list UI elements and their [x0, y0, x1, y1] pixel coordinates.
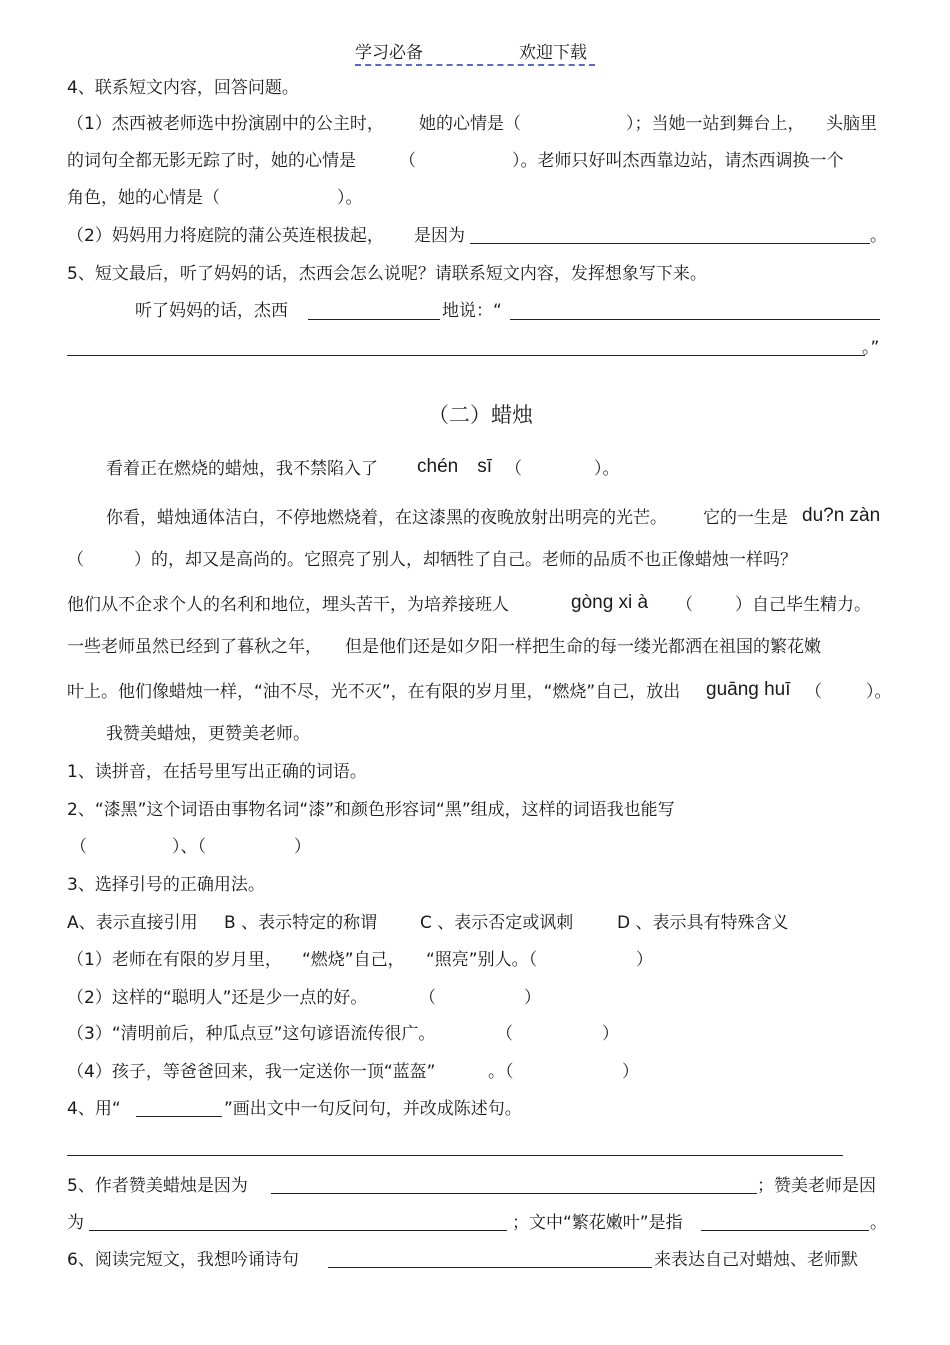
p1-pinyin: chén sī: [417, 456, 492, 477]
q3-1-text-d: ）: [636, 950, 653, 970]
s2-q5-blank-3[interactable]: [701, 1230, 869, 1231]
s2-question-3: 3、选择引号的正确用法。: [67, 875, 265, 895]
q3-1-text-c: “照亮”别人。（: [426, 950, 538, 970]
s2-question-2: 2、“漆黑”这个词语由事物名词“漆”和颜色形容词“黑”组成，这样的词语我也能写: [67, 800, 675, 820]
question-4: 4、联系短文内容，回答问题。: [67, 78, 299, 98]
s2-q5-blank-1[interactable]: [271, 1193, 757, 1194]
q5-text-a: 听了妈妈的话，杰西: [135, 301, 288, 321]
p1-text-c: ）。: [594, 459, 620, 479]
p5-text-b: （: [805, 682, 822, 702]
q3-3-text-c: ）: [602, 1024, 619, 1044]
s2-q4-underline-sample: [136, 1116, 222, 1117]
p2-text-b: 它的一生是: [703, 508, 788, 528]
q4-1-text-d: 头脑里: [826, 114, 877, 134]
p3-text-a: 他们从不企求个人的名利和地位，埋头苦干，为培养接班人: [67, 595, 509, 615]
q3-4-text-b: 。（: [488, 1062, 514, 1082]
header-dashed-rule: [355, 64, 595, 66]
q3-3-text-a: （3）“清明前后，种瓜点豆”这句谚语流传很广。: [67, 1024, 436, 1044]
p6-text: 我赞美蜡烛，更赞美老师。: [106, 724, 310, 744]
q4-1-text-g: ）。老师只好叫杰西靠边站，请杰西调换一个: [512, 151, 844, 171]
q4-2-text-a: （2）妈妈用力将庭院的蒲公英连根拔起，: [67, 226, 384, 246]
q5-text-b: 地说：“: [442, 301, 502, 321]
p5-text-a: 叶上。他们像蜡烛一样，“油不尽，光不灭”，在有限的岁月里，“燃烧”自己，放出: [67, 682, 681, 702]
p4-text-a: 一些老师虽然已经到了暮秋之年，: [67, 637, 322, 657]
p2-text-c: （: [67, 550, 84, 570]
s2-q6-blank[interactable]: [328, 1267, 652, 1268]
s2-q5-text-b: ；赞美老师是因: [757, 1176, 876, 1196]
q3-option-a: A、表示直接引用: [67, 913, 198, 933]
q4-1-text-c: ）；当她一站到舞台上，: [626, 114, 805, 134]
q3-1-text-b: “燃烧”自己，: [302, 950, 405, 970]
q4-2-text-b: 是因为: [414, 226, 465, 246]
s2-q4-text-a: 4、用“: [67, 1099, 121, 1119]
q4-1-text-e: 的词句全都无影无踪了时，她的心情是: [67, 151, 356, 171]
q5-end: 。”: [862, 338, 880, 358]
p2-text-a: 你看，蜡烛通体洁白，不停地燃烧着，在这漆黑的夜晚放射出明亮的光芒。: [106, 508, 667, 528]
p2-text-d: ）的，却又是高尚的。它照亮了别人，却牺牲了自己。老师的品质不也正像蜡烛一样吗？: [134, 550, 797, 570]
section-title: （二）蜡烛: [428, 403, 533, 427]
s2-q2-blank-a: （: [70, 837, 87, 857]
q4-1-text-i: ）。: [337, 188, 363, 208]
q3-option-c: C 、表示否定或讽刺: [420, 913, 574, 933]
q3-option-d: D 、表示具有特殊含义: [617, 913, 789, 933]
q4-2-end: 。: [870, 226, 887, 246]
q3-4-text-a: （4）孩子，等爸爸回来，我一定送你一顶“蓝盔”: [67, 1062, 436, 1082]
p3-pinyin: gòng xi à: [571, 592, 649, 613]
p4-text-b: 但是他们还是如夕阳一样把生命的每一缕光都洒在祖国的繁花嫩: [345, 637, 821, 657]
s2-q5-blank-2[interactable]: [89, 1230, 507, 1231]
p3-text-b: （: [676, 595, 693, 615]
q3-1-text-a: （1）老师在有限的岁月里，: [67, 950, 282, 970]
s2-q2-blank-b: ）、（: [172, 837, 206, 857]
q4-1-text-a: （1）杰西被老师选中扮演剧中的公主时，: [67, 114, 384, 134]
s2-q5-text-a: 5、作者赞美蜡烛是因为: [67, 1176, 248, 1196]
q3-2-text-c: ）: [524, 988, 541, 1008]
q4-1-text-h: 角色，她的心情是（: [67, 188, 220, 208]
s2-q5-text-e: 。: [870, 1213, 887, 1233]
s2-q6-text-b: 来表达自己对蜡烛、老师默: [654, 1250, 858, 1270]
s2-q6-text-a: 6、阅读完短文，我想吟诵诗句: [67, 1250, 299, 1270]
question-5: 5、短文最后，听了妈妈的话，杰西会怎么说呢？请联系短文内容，发挥想象写下来。: [67, 264, 707, 284]
s2-q5-text-d: ；文中“繁花嫩叶”是指: [512, 1213, 683, 1233]
q3-option-b: B 、表示特定的称谓: [224, 913, 378, 933]
p2-pinyin: du?n zàn: [802, 505, 881, 526]
s2-question-1: 1、读拼音，在括号里写出正确的词语。: [67, 762, 367, 782]
q4-2-answer-line[interactable]: [470, 243, 870, 244]
q4-1-text-f: （: [399, 151, 416, 171]
s2-q4-text-b: ”画出文中一句反问句，并改成陈述句。: [224, 1099, 522, 1119]
s2-q2-blank-c: ）: [294, 837, 311, 857]
q3-3-text-b: （: [496, 1024, 513, 1044]
s2-q4-answer-line[interactable]: [67, 1155, 843, 1156]
p3-text-c: ）自己毕生精力。: [735, 595, 871, 615]
p5-pinyin: guāng huī: [706, 679, 791, 700]
q3-2-text-a: （2）这样的“聪明人”还是少一点的好。: [67, 988, 368, 1008]
q5-blank-manner[interactable]: [308, 319, 440, 320]
p1-text-b: （: [505, 459, 522, 479]
header-right: 欢迎下载: [519, 43, 587, 63]
p5-text-c: ）。: [866, 682, 892, 702]
s2-q5-text-c: 为: [67, 1213, 84, 1233]
q5-answer-line-1[interactable]: [510, 319, 880, 320]
header-left: 学习必备: [355, 43, 423, 63]
q5-answer-line-2[interactable]: [67, 355, 865, 356]
q3-2-text-b: （: [419, 988, 436, 1008]
p1-text-a: 看着正在燃烧的蜡烛，我不禁陷入了: [106, 459, 378, 479]
q3-4-text-c: ）: [622, 1062, 639, 1082]
q4-1-text-b: 她的心情是（: [419, 114, 521, 134]
